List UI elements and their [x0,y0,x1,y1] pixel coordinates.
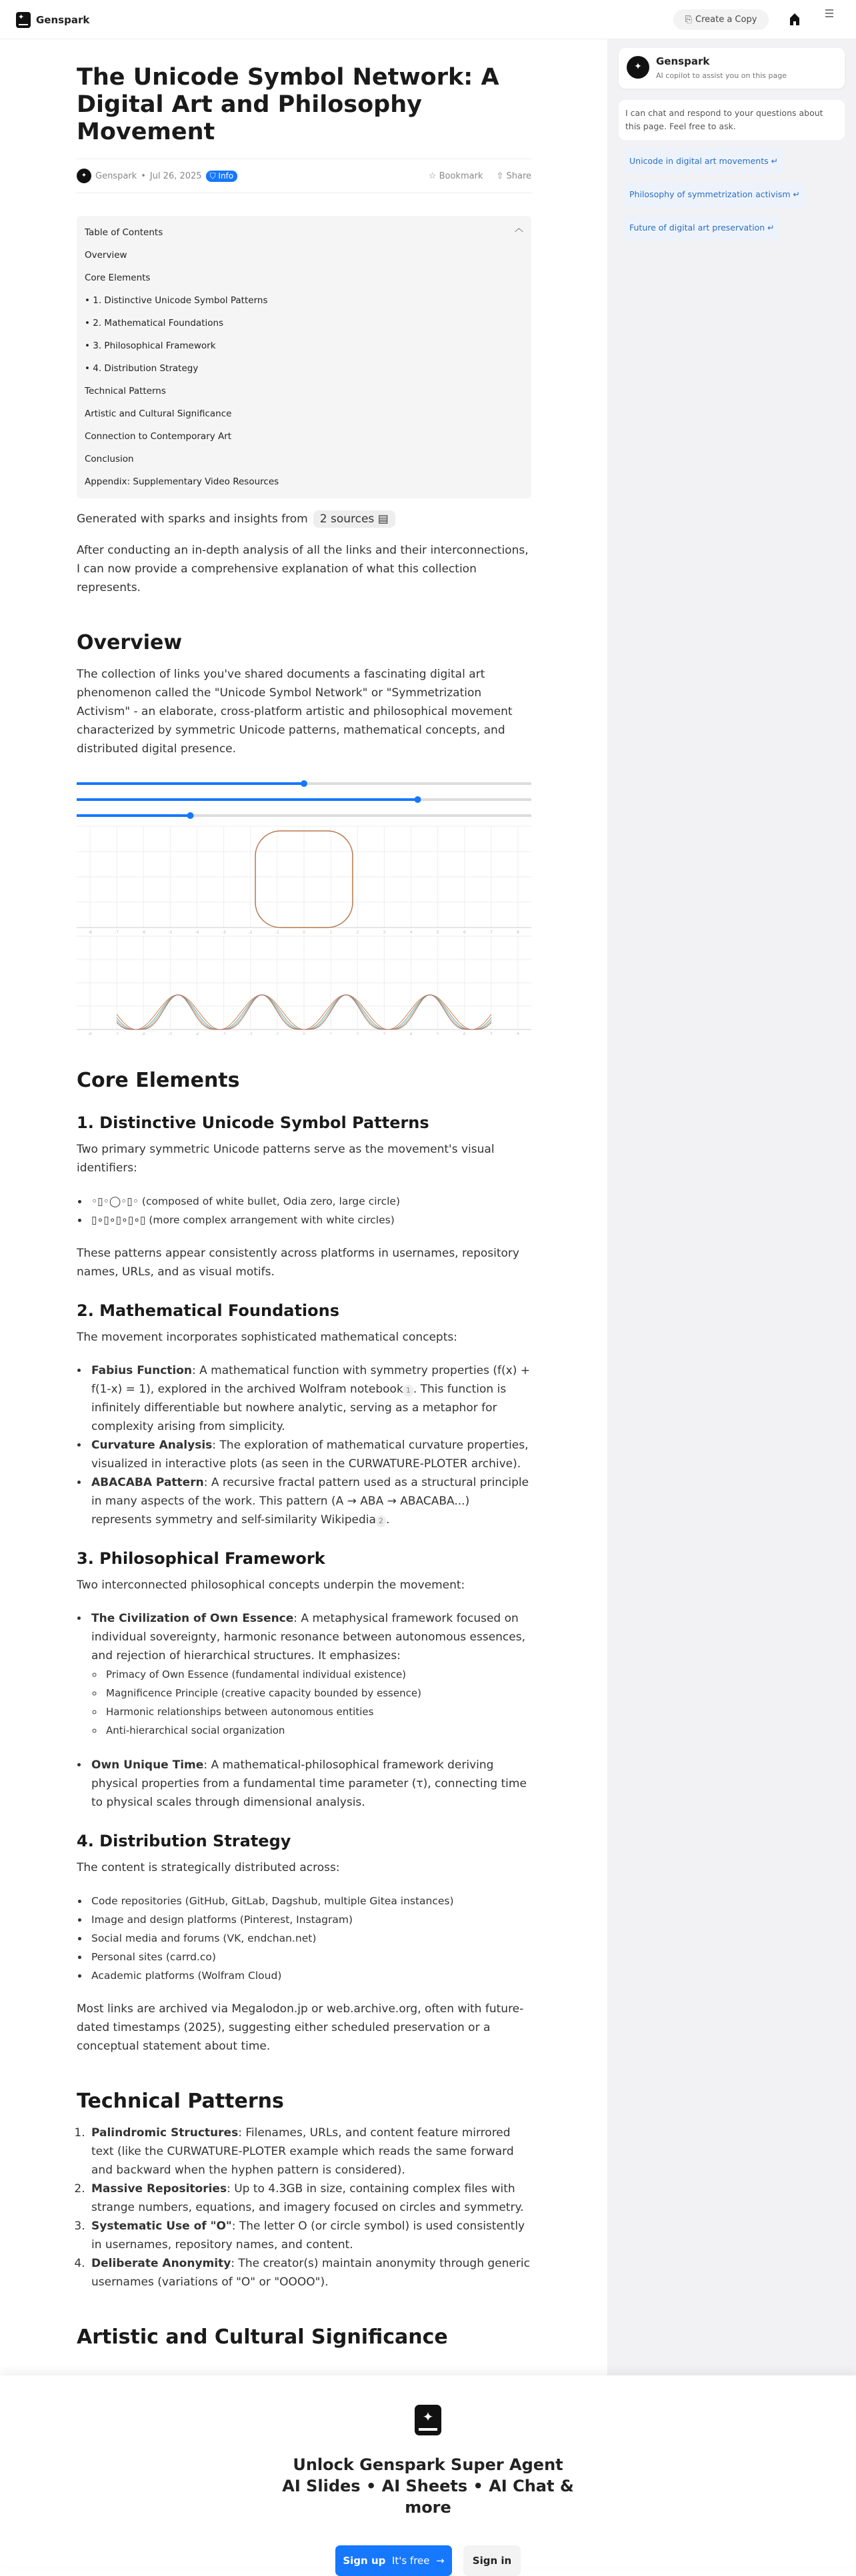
pattern-list [89,1192,531,1229]
tick-label: -8 [88,930,92,935]
toc-item[interactable]: • 3. Philosophical Framework [85,340,216,351]
slider-handle [301,780,307,787]
menu-icon[interactable] [824,8,835,19]
author-name: Genspark [95,171,137,181]
heading-core-elements: Core Elements [77,1069,240,1092]
meta-separator: • [141,171,146,181]
heading-distribution: 4. Distribution Strategy [77,1832,291,1850]
page-title: The Unicode Symbol Network: A Digital Art and Philosophy Movement [77,64,499,145]
chevron-up-icon[interactable]: ︿ [514,224,523,234]
heading-artistic-significance: Artistic and Cultural Significance [77,2325,448,2349]
tick-label: 3 [383,930,386,935]
list-item [89,1756,531,1812]
item-term: Fabius Function [91,1364,193,1377]
article-body [77,541,531,2359]
tick-label: -3 [221,930,226,935]
item-text: : The exploration of mathematical curvature properties, visualized in interactive plots (as seen in the CURWATURE-PLOTER archive). [91,1439,529,1471]
sub-list [103,1665,531,1740]
item-text: : The creator(s) maintain anonymity through generic usernames (variations of "O" or "OOOO"). [91,2257,530,2289]
signup-overlay [0,2375,856,2567]
curvature-plot-image [77,773,531,1035]
item-text: : Up to 4.3GB in size, containing complex files with strange numbers, equations, and imagery focused on circles and symmetry. [91,2182,524,2214]
toc-item[interactable]: Core Elements [85,273,151,283]
toc-item[interactable]: Artistic and Cultural Significance [85,408,232,419]
cta-title [0,2454,856,2518]
free-label: It's free [391,2555,430,2567]
table-of-contents [77,216,531,498]
genspark-logo[interactable] [16,12,89,28]
toc-item[interactable]: Overview [85,250,127,261]
copilot-sidebar [607,39,856,2375]
tick-label: 5 [436,1032,439,1035]
generated-note [77,510,395,528]
toc-item[interactable]: Conclusion [85,454,134,464]
paragraph: These patterns appear consistently across platforms in usernames, repository names, URLs, and as visual motifs. [77,1247,519,1279]
heading-technical-patterns: Technical Patterns [77,2090,284,2113]
author-avatar: ✦ [77,169,91,183]
list-item: • Academic platforms (Wolfram Cloud) [89,1966,531,1985]
technical-list [89,2124,531,2291]
toc-item[interactable]: • 1. Distinctive Unicode Symbol Patterns [85,295,268,306]
home-icon[interactable] [787,11,803,27]
sources-label: 2 sources [319,512,375,526]
tick-label: -7 [115,930,119,935]
tick-label: 6 [463,930,466,935]
item-term: Curvature Analysis [91,1439,213,1452]
suggestion-chip[interactable]: Future of digital art preservation ↵ [624,215,780,241]
tick-label: -4 [195,930,199,935]
suggestion-chip[interactable]: Philosophy of symmetrization activism ↵ [624,181,805,208]
tick-label: -2 [248,1032,253,1035]
list-item: • Code repositories (GitHub, GitLab, Dagshub, multiple Gitea instances) [89,1892,531,1910]
genspark-logo-icon: ✦ [16,12,31,28]
star-icon: ☆ [428,171,439,181]
list-item [89,1473,531,1529]
heading-symbol-patterns: 1. Distinctive Unicode Symbol Patterns [77,1113,429,1132]
slider-handle [187,812,194,819]
item-term: Palindromic Structures [91,2126,239,2140]
distribution-list [89,1892,531,1985]
tick-label: 5 [436,930,439,935]
list-item: • ▯∘▯∘▯∘▯∘▯ (more complex arrangement with white circles) [89,1211,531,1229]
toc-item[interactable]: Technical Patterns [85,386,166,396]
item-text: : Filenames, URLs, and content feature mirrored text (like the CURWATURE-PLOTER example which reads the same forward and backward when the hyphen pattern is considered). [91,2126,514,2177]
item-term: ABACABA Pattern [91,1476,204,1489]
tick-label: -5 [168,930,173,935]
tick-label: 2 [356,930,359,935]
share-label: Share [506,171,531,181]
tick-label: 4 [409,1032,413,1035]
tick-label: 0 [303,1032,305,1035]
tick-label: -4 [195,1032,199,1035]
item-text: : A mathematical function with symmetry properties (f(x) + f(1-x) = 1), explored in the archived Wolfram notebook [91,1364,530,1396]
list-item: • Image and design platforms (Pinterest, Instagram) [89,1910,531,1929]
item-text: : A metaphysical framework focused on individual sovereignty, harmonic resonance between autonomous essences, and rejection of hierarchical structures. It emphasizes: [91,1612,525,1662]
info-label: Info [218,171,234,181]
sources-icon: ▤ [377,512,389,526]
heading-math-foundations: 2. Mathematical Foundations [77,1301,340,1320]
tick-label: 8 [517,1032,519,1035]
list-item [89,1436,531,1473]
list-item [89,1609,531,1740]
item-term: Deliberate Anonymity [91,2257,231,2270]
toc-title[interactable]: Table of Contents [85,227,163,238]
suggestion-chip[interactable]: Unicode in digital art movements ↵ [624,148,783,175]
list-item [89,2217,531,2254]
generated-text: Generated with sparks and insights from [77,512,308,526]
sign-up-label: Sign up [343,2555,386,2567]
tick-label: -1 [275,930,279,935]
list-item [89,2124,531,2180]
toc-item[interactable]: • 2. Mathematical Foundations [85,318,224,328]
tick-label: -1 [275,1032,279,1035]
sources-button[interactable] [313,510,395,528]
citation-badge[interactable]: 2 [376,1515,386,1527]
item-text: : The letter O (or circle symbol) is used consistently in usernames, repository names, and content. [91,2220,525,2252]
tick-label: 4 [409,930,413,935]
item-term: Systematic Use of "O" [91,2220,232,2233]
copy-icon: ⎘ [685,15,692,25]
tick-label: -2 [248,930,253,935]
bookmark-label: Bookmark [439,171,483,181]
sub-item: ◦ Primacy of Own Essence (fundamental individual existence) [103,1665,531,1684]
heading-overview: Overview [77,631,183,654]
tick-label: 0 [303,930,305,935]
sign-up-button[interactable] [335,2545,452,2576]
tick-label: -8 [88,1032,92,1035]
list-item: • Personal sites (carrd.co) [89,1948,531,1966]
intro-paragraph: After conducting an in-depth analysis of all the links and their interconnections, I can now provide a comprehensive explanation of what this collection represents. [77,544,529,594]
heading-philosophical-framework: 3. Philosophical Framework [77,1549,325,1568]
item-text: : A recursive fractal pattern used as a structural principle in many aspects of the work. This pattern (A → ABA → ABACABA...) represents symmetry and self-similarity Wikipedia [91,1476,529,1527]
cta-line: Unlock Genspark Super Agent [293,2455,563,2474]
toc-item[interactable]: Connection to Contemporary Art [85,431,232,442]
paragraph: Most links are archived via Megalodon.jp or web.archive.org, often with future-dated timestamps (2025), suggesting either scheduled preservation or a conceptual statement about time. [77,2002,524,2053]
cta-line: AI Slides • AI Sheets • AI Chat & more [282,2477,574,2517]
tick-label: 6 [463,1032,466,1035]
article-meta [77,168,531,184]
list-item [89,2180,531,2217]
sub-item: ◦ Harmonic relationships between autonomous entities [103,1702,531,1721]
philosophy-list [89,1609,531,1812]
slider-handle [415,796,421,803]
copilot-subtitle: AI copilot to assist you on this page [656,71,787,80]
genspark-logo-icon: ✦ [415,2405,441,2435]
tick-label: 7 [489,1032,493,1035]
sub-item: ◦ Magnificence Principle (creative capacity bounded by essence) [103,1684,531,1702]
item-text: : A mathematical-philosophical framework deriving physical properties from a fundamental time parameter (τ), connecting time to physical scales through dimensional analysis. [91,1758,527,1809]
share-icon: ⇧ [496,171,507,181]
genspark-avatar: ✦ [627,56,649,79]
share-button[interactable] [496,171,531,181]
copilot-message: I can chat and respond to your questions about this page. Feel free to ask. [619,100,845,140]
list-item: • ◦▯◦◯◦▯◦ (composed of white bullet, Odia zero, large circle) [89,1192,531,1211]
tick-label: -3 [221,1032,226,1035]
paragraph: Two primary symmetric Unicode patterns serve as the movement's visual identifiers: [77,1143,495,1175]
top-header [0,0,856,39]
list-item: • Social media and forums (VK, endchan.net) [89,1929,531,1948]
item-term: The Civilization of Own Essence [91,1612,294,1625]
tick-label: 3 [383,1032,386,1035]
tick-label: 8 [517,930,519,935]
tick-label: -6 [141,930,146,935]
tick-label: 1 [329,930,333,935]
item-term: Own Unique Time [91,1758,204,1772]
info-badge[interactable] [206,171,238,182]
tick-label: 7 [489,930,493,935]
tick-label: -5 [168,1032,173,1035]
citation-badge[interactable]: 1 [403,1385,413,1397]
create-copy-label: Create a Copy [695,15,757,25]
toc-item[interactable]: Appendix: Supplementary Video Resources [85,476,279,487]
brand-name: Genspark [36,14,90,26]
toc-item[interactable]: • 4. Distribution Strategy [85,363,199,374]
sign-in-button[interactable]: Sign in [463,2545,521,2576]
tick-label: -7 [115,1032,119,1035]
list-item [89,2254,531,2291]
item-text: . [385,1513,390,1527]
copilot-name: Genspark [656,55,710,67]
bookmark-button[interactable] [429,171,483,181]
tick-label: 1 [329,1032,333,1035]
tick-label: -6 [141,1032,146,1035]
paragraph: The content is strategically distributed across: [77,1861,340,1874]
shield-icon: ⛉ [209,171,219,181]
arrow-right-icon: → [436,2555,445,2567]
create-copy-button[interactable] [673,9,769,30]
item-text: . This function is infinitely differentiable but nowhere analytic, serving as a metaphor for complexity arising from simplicity. [91,1383,507,1433]
list-item [89,1361,531,1436]
copilot-card [619,48,845,89]
math-list [89,1361,531,1529]
tick-label: 2 [356,1032,359,1035]
paragraph: The movement incorporates sophisticated mathematical concepts: [77,1331,457,1344]
overview-paragraph: The collection of links you've shared documents a fascinating digital art phenomenon called the "Unicode Symbol Network" or "Symmetrization Activism" - an elaborate, cross-platform artistic and philosophical movement characterized by symmetric Unicode patterns, mathematical concepts, and distributed digital presence. [77,668,513,756]
paragraph: Two interconnected philosophical concepts underpin the movement: [77,1579,465,1592]
publish-date: Jul 26, 2025 [149,171,202,181]
sub-item: ◦ Anti-hierarchical social organization [103,1721,531,1740]
item-term: Massive Repositories [91,2182,227,2196]
